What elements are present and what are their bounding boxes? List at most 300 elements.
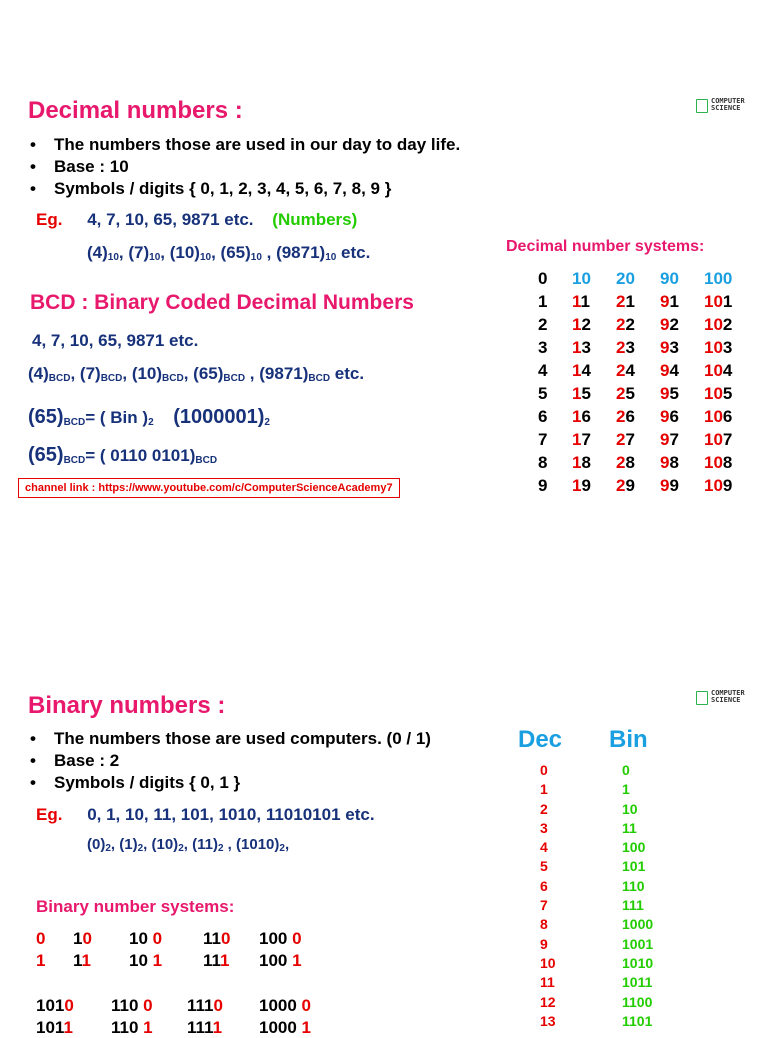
digit-last: 0 [581,269,591,288]
binary-prefix: 1000 [259,996,302,1015]
digit-last: 7 [625,430,635,449]
decimal-table-cell [660,405,704,428]
decimal-table-cell: 6 [538,407,548,426]
binary-prefix: 1 [73,951,82,970]
bin-value: 100 [622,839,646,856]
digit-prefix: 1 [572,315,582,334]
binary-number [187,1018,259,1038]
notation-number: (4) [87,243,108,262]
digit-last: 9 [625,476,635,495]
binary-last-digit: 0 [301,996,312,1015]
decimal-table-cell [704,428,754,451]
dec-value: 11 [540,974,555,991]
digit-prefix: 2 [616,476,626,495]
decimal-table-cell [704,474,754,497]
binary-prefix: 100 [259,951,293,970]
digit-last: 3 [581,338,591,357]
monitor-icon [696,99,708,113]
digit-prefix: 1 [572,269,582,288]
dec-value: 12 [540,993,556,1010]
digit-last: 5 [669,384,679,403]
binary-prefix: 11 [203,951,221,970]
binary-prefix: 10 [129,951,153,970]
binary-base-notation [87,836,289,854]
digit-prefix: 2 [616,361,626,380]
digit-prefix: 9 [660,315,670,334]
bullet-item: • Base : 2 [30,750,431,772]
decimal-table-cell [572,428,616,451]
bcd-numbers: 4, 7, 10, 65, 9871 etc. [32,331,199,350]
digit-prefix: 10 [704,361,723,380]
slide1-title: Decimal numbers : [28,97,243,124]
notation-number: (10) [131,364,163,383]
bin-value: 101 [622,858,646,875]
decimal-table-cell [572,474,616,497]
dec-header: Dec [518,726,563,753]
digit-prefix: 10 [704,476,723,495]
decimal-table-cell [572,359,616,382]
notation-number: (9871) [276,243,326,262]
notation-sep: , [223,836,237,853]
decimal-table-cell [616,336,660,359]
decimal-table-cell [660,451,704,474]
notation-base: 2 [217,843,224,854]
logo-line2: SCIENCE [711,104,741,112]
notation-base: 2 [178,843,184,854]
decimal-table-cell: 0 [538,269,548,288]
notation-sep: , [160,243,170,262]
binary-last-digit: 0 [213,996,223,1015]
dec-value: 10 [540,954,556,971]
bullet-item: • Symbols / digits { 0, 1 } [30,772,431,794]
binary-row-2 [36,951,329,971]
decimal-systems-title: Decimal number systems: [506,238,705,255]
decimal-table-cell [572,267,616,290]
dec-value: 1 [540,781,548,798]
digit-last: 6 [581,407,591,426]
decimal-table-cell: 5 [538,384,548,403]
digit-prefix: 2 [616,384,626,403]
decimal-table-cell [704,451,754,474]
digit-last: 7 [669,430,679,449]
notation-number: (7) [79,364,101,383]
bin-value: 1000 [622,916,654,933]
decimal-table-cell [572,382,616,405]
decimal-table-cell [616,359,660,382]
eq1-mid: = ( Bin ) [85,408,149,427]
eq2-sub: BCD [63,455,86,466]
digit-prefix: 10 [704,407,723,426]
digit-prefix: 9 [660,384,670,403]
decimal-base-notation [87,243,370,263]
notation-base: 10 [107,252,119,263]
digit-prefix: 10 [704,453,723,472]
binary-prefix: 1000 [259,1018,302,1037]
dec-value: 13 [540,1012,556,1029]
binary-prefix: 111 [187,996,214,1015]
binary-last-digit: 1 [212,1018,223,1037]
binary-number [36,996,111,1016]
slide1-example-line [36,210,357,230]
binary-prefix: 101 [36,996,65,1015]
decimal-column [540,761,556,1031]
channel-link[interactable]: channel link : https://www.youtube.com/c/ComputerScienceAcademy7 [18,478,400,498]
slide2-title: Binary numbers : [28,692,226,719]
slide2-bullets [30,728,431,794]
digit-last: 8 [625,453,635,472]
dec-value: 9 [540,935,548,952]
notation-base: 10 [325,252,337,263]
decimal-table-cell [572,336,616,359]
digit-prefix: 1 [572,453,582,472]
digit-last: 5 [625,384,635,403]
binary-last-digit: 1 [152,951,163,970]
bullet-item: • The numbers those are used in our day to day life. [30,134,460,156]
digit-prefix: 9 [660,269,670,288]
binary-number [36,929,73,949]
binary-last-digit: 1 [63,1018,73,1037]
binary-number [36,951,73,971]
digit-last: 7 [581,430,591,449]
decimal-table-cell [660,382,704,405]
binary-number [111,996,187,1016]
notation-sep: , [70,364,80,383]
binary-number [203,929,259,949]
binary-prefix: 110 [111,996,144,1015]
digit-last: 9 [669,476,679,495]
notation-base: BCD [308,373,331,384]
digit-prefix: 9 [660,292,670,311]
digit-prefix: 1 [572,384,582,403]
decimal-systems-table [538,267,754,497]
notation-sep: etc. [336,243,371,262]
decimal-table-cell [616,474,660,497]
digit-last: 9 [581,476,591,495]
binary-number [129,929,203,949]
notation-base: BCD [223,373,246,384]
digit-prefix: 2 [616,430,626,449]
binary-last-digit: 0 [64,996,74,1015]
digit-last: 9 [722,476,733,495]
eq2-left: (65) [28,444,64,466]
binary-last-digit: 0 [220,929,231,948]
notation-base: BCD [100,373,123,384]
digit-prefix: 1 [572,292,581,311]
digit-last: 8 [669,453,679,472]
dec-value: 7 [540,897,548,914]
decimal-table-cell: 8 [538,453,548,472]
digit-prefix: 2 [616,292,626,311]
digit-last: 8 [581,453,591,472]
notation-sep: , [183,364,194,383]
decimal-table-cell [660,267,704,290]
digit-prefix: 9 [660,407,670,426]
digit-last: 4 [669,361,679,380]
bcd-notation [28,364,364,384]
slide1-bullets [30,134,460,200]
notation-sep: , [284,836,290,853]
slide2-example-line [36,805,375,825]
digit-last: 1 [722,292,733,311]
eq2-right-sub: BCD [195,455,218,466]
bin-value: 0 [622,762,630,778]
binary-systems-title: Binary number systems: [36,897,235,916]
bullet-item: • Base : 10 [30,156,460,178]
logo-line1: COMPUTER [711,97,745,105]
binary-last-digit: 1 [301,1018,312,1037]
decimal-table-cell [704,359,754,382]
digit-last: 6 [625,407,635,426]
bin-header: Bin [609,726,648,753]
notation-sep: , [143,836,152,853]
decimal-table-cell [616,451,660,474]
eq1-right: (1000001) [173,406,265,428]
decimal-table-cell [616,267,660,290]
notation-base: 10 [250,252,262,263]
digit-prefix: 2 [616,407,626,426]
digit-prefix: 9 [660,430,670,449]
binary-last-digit: 0 [152,929,163,948]
binary-number [73,951,129,971]
digit-last: 5 [722,384,733,403]
digit-last: 3 [625,338,635,357]
bin-value: 1011 [622,974,653,991]
binary-column [622,761,653,1031]
binary-last-digit: 1 [36,951,46,970]
bin-value: 10 [622,800,638,817]
notation-base: 2 [105,843,111,854]
eg-numbers: 4, 7, 10, 65, 9871 etc. [87,210,254,229]
digit-last: 2 [581,315,591,334]
notation-base: 2 [137,843,144,854]
notation-base: BCD [48,373,71,384]
binary-prefix: 100 [259,929,293,948]
digit-last: 7 [722,430,733,449]
computer-science-logo-2 [696,690,745,705]
notation-sep: , [261,243,277,262]
decimal-table-cell: 2 [538,315,548,334]
notation-number: (65) [220,243,251,262]
decimal-table-cell [704,382,754,405]
digit-last: 8 [722,453,733,472]
computer-science-logo [696,98,745,113]
digit-last: 1 [580,292,590,311]
digit-prefix: 1 [572,430,582,449]
binary-last-digit: 0 [82,929,92,948]
eg-label: Eg. [36,210,63,229]
notation-base: 2 [279,843,285,854]
bin-value: 1010 [622,954,654,971]
notation-number: (10) [169,243,200,262]
decimal-table-cell [616,290,660,313]
digit-prefix: 2 [616,453,626,472]
binary-number [73,929,129,949]
eq1-mid-sub: 2 [148,417,154,428]
dec-value: 2 [540,800,548,817]
decimal-table-cell [660,359,704,382]
decimal-table-cell [704,267,754,290]
binary-row-3 [36,996,339,1016]
binary-number [259,996,339,1016]
eq1-left: (65) [28,406,64,428]
notation-base: 10 [199,252,212,263]
bin-value: 1100 [622,993,653,1010]
decimal-table-cell: 3 [538,338,548,357]
notation-sep: , [110,836,120,853]
digit-last: 4 [581,361,591,380]
decimal-table-cell [616,428,660,451]
decimal-table-cell [660,336,704,359]
decimal-table-cell [572,451,616,474]
decimal-table-cell [704,313,754,336]
decimal-table-cell [704,405,754,428]
binary-number [111,1018,187,1038]
binary-number [36,1018,111,1038]
bcd-title: BCD : Binary Coded Decimal Numbers [30,291,414,314]
digit-last: 6 [722,407,733,426]
eg-tag: (Numbers) [272,210,358,229]
digit-prefix: 9 [660,338,670,357]
binary-last-digit: 1 [220,951,230,970]
binary-last-digit: 0 [143,996,153,1015]
binary-number [259,929,329,949]
eq2-right: = ( 0110 0101) [85,446,196,465]
digit-last: 4 [625,361,635,380]
eg-numbers: 0, 1, 10, 11, 101, 1010, 11010101 etc. [87,805,375,824]
binary-last-digit: 1 [81,951,91,970]
notation-number: (0) [87,836,106,853]
monitor-icon [696,691,708,705]
bin-value: 1101 [622,1012,653,1029]
bcd-to-binary-equation [28,406,270,429]
binary-last-digit: 0 [36,929,46,948]
digit-prefix: 1 [572,407,582,426]
digit-last: 1 [625,292,635,311]
dec-value: 0 [540,762,548,778]
bin-value: 110 [622,877,645,894]
notation-base: 10 [149,252,161,263]
decimal-table-cell: 1 [538,292,548,311]
binary-row-1 [36,929,329,949]
digit-prefix: 1 [572,476,582,495]
decimal-table-cell [572,290,616,313]
binary-number [259,951,329,971]
digit-prefix: 10 [704,384,723,403]
logo-line1: COMPUTER [711,689,745,697]
binary-number [259,1018,339,1038]
notation-number: (11) [192,836,218,853]
notation-sep: , [118,243,129,262]
binary-last-digit: 1 [143,1018,153,1037]
notation-base: BCD [162,373,184,384]
digit-prefix: 9 [660,476,670,495]
digit-last: 0 [669,269,679,288]
decimal-table-cell [660,313,704,336]
decimal-table-cell [660,428,704,451]
notation-number: (1) [119,836,138,853]
bin-value: 111 [622,897,644,914]
decimal-table-cell: 9 [538,476,548,495]
binary-last-digit: 1 [292,951,302,970]
digit-prefix: 1 [572,338,582,357]
decimal-table-cell [660,290,704,313]
binary-prefix: 110 [111,1018,144,1037]
notation-number: (1010) [236,836,280,853]
decimal-table-cell: 7 [538,430,548,449]
binary-prefix: 111 [187,1018,213,1037]
binary-row-4 [36,1018,339,1038]
decimal-table-cell [616,405,660,428]
binary-prefix: 10 [129,929,153,948]
binary-number [129,951,203,971]
digit-last: 3 [722,338,733,357]
digit-last: 1 [669,292,679,311]
dec-value: 6 [540,877,548,894]
digit-prefix: 9 [660,361,670,380]
digit-prefix: 2 [616,338,626,357]
digit-prefix: 2 [616,269,626,288]
digit-last: 2 [722,315,733,334]
notation-number: (7) [128,243,150,262]
notation-number: (4) [28,364,49,383]
notation-sep: etc. [330,364,365,383]
dec-value: 3 [540,819,548,836]
digit-last: 0 [625,269,635,288]
digit-last: 0 [722,269,733,288]
notation-sep: , [122,364,132,383]
digit-prefix: 10 [704,269,723,288]
decimal-table-cell [616,313,660,336]
bin-value: 1 [622,781,630,798]
decimal-table-cell [704,336,754,359]
digit-last: 2 [625,315,635,334]
digit-prefix: 1 [572,361,582,380]
digit-prefix: 10 [704,292,723,311]
digit-prefix: 2 [616,315,626,334]
digit-prefix: 10 [704,338,723,357]
dec-value: 4 [540,839,548,856]
decimal-table-cell: 4 [538,361,548,380]
digit-prefix: 9 [660,453,670,472]
binary-number [203,951,259,971]
decimal-table-cell [572,405,616,428]
bin-value: 1001 [622,935,654,952]
digit-last: 5 [581,384,591,403]
eg-label: Eg. [36,805,63,824]
notation-sep: , [211,243,221,262]
dec-value: 8 [540,916,548,933]
binary-last-digit: 0 [292,929,302,948]
digit-last: 4 [722,361,733,380]
decimal-table-cell [572,313,616,336]
binary-prefix: 11 [203,929,221,948]
digit-last: 3 [669,338,679,357]
bullet-item: • The numbers those are used computers. (0 / 1) [30,728,431,750]
notation-sep: , [183,836,193,853]
bin-value: 11 [622,819,637,836]
decimal-table-cell [704,290,754,313]
binary-prefix: 1 [73,929,83,948]
binary-number [187,996,259,1016]
notation-number: (10) [151,836,179,853]
bcd-to-bcd-equation [28,444,217,467]
digit-last: 6 [669,407,679,426]
digit-prefix: 10 [704,430,723,449]
dec-value: 5 [540,858,548,875]
eq1-sub: BCD [63,417,86,428]
notation-number: (9871) [259,364,309,383]
notation-sep: , [245,364,260,383]
